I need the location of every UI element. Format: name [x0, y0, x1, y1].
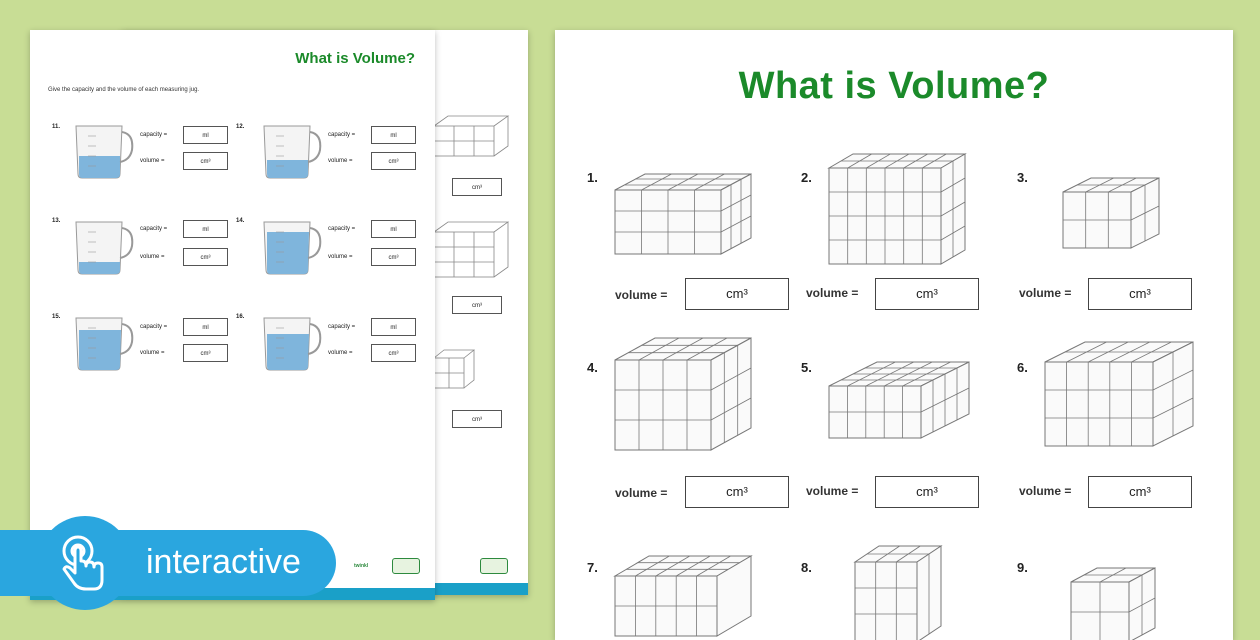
back-cubes-2 [434, 218, 514, 288]
measuring-jug-icon [68, 314, 138, 374]
unit-text: ml [202, 227, 209, 233]
unit-text: cm³ [200, 159, 211, 165]
volume-label: volume = [328, 350, 353, 356]
volume-label: volume = [328, 254, 353, 260]
question-number: 11. [52, 124, 61, 130]
cube-stack-4 [615, 336, 755, 456]
capacity-input[interactable] [371, 220, 416, 238]
cube-stack-6 [1045, 340, 1195, 450]
worksheet-jugs [30, 30, 435, 600]
cube-stack-9 [1071, 564, 1171, 640]
volume-label: volume = [140, 254, 165, 260]
volume-answer-box[interactable] [1088, 278, 1192, 310]
worksheet-title: What is Volume? [295, 50, 415, 67]
unit-text: ml [390, 227, 397, 233]
volume-label: volume = [1019, 286, 1072, 300]
instructions: Give the capacity and the volume of each measuring jug. [48, 87, 200, 93]
capacity-label: capacity = [140, 226, 168, 232]
cube-stack-3 [1063, 176, 1173, 256]
interactive-label: interactive [146, 543, 301, 581]
tap-hand-icon [56, 533, 116, 593]
unit-text: ml [390, 325, 397, 331]
question-number: 14. [236, 218, 245, 224]
capacity-input[interactable] [371, 318, 416, 336]
back-cubes-1 [434, 112, 514, 172]
footer-logo-icon [480, 558, 508, 574]
unit-text: cm³ [388, 255, 399, 261]
question-number: 3. [1017, 170, 1028, 185]
unit-text: cm³ [388, 351, 399, 357]
volume-input[interactable] [183, 152, 228, 170]
volume-label: volume = [806, 484, 859, 498]
volume-answer-box[interactable] [685, 476, 789, 508]
volume-label: volume = [615, 486, 668, 500]
question-number: 8. [801, 560, 812, 575]
volume-input[interactable] [183, 248, 228, 266]
volume-answer-box[interactable] [685, 278, 789, 310]
unit-text: cm³ [1129, 286, 1151, 301]
question-number: 13. [52, 218, 61, 224]
measuring-jug-icon [68, 122, 138, 182]
cube-stack-8 [855, 542, 955, 632]
volume-input[interactable] [371, 152, 416, 170]
measuring-jug-icon [256, 122, 326, 182]
cube-stack-7 [615, 552, 755, 632]
unit-text: ml [202, 133, 209, 139]
cube-stack-1 [615, 170, 755, 260]
capacity-label: capacity = [328, 324, 356, 330]
volume-answer-box[interactable] [1088, 476, 1192, 508]
capacity-label: capacity = [140, 132, 168, 138]
capacity-input[interactable] [183, 126, 228, 144]
back-volume-box-2[interactable] [452, 296, 502, 314]
unit-text: cm³ [472, 185, 482, 191]
unit-text: cm³ [472, 417, 482, 423]
question-number: 9. [1017, 560, 1028, 575]
volume-input[interactable] [371, 344, 416, 362]
worksheet-title: What is Volume? [738, 65, 1050, 107]
capacity-input[interactable] [183, 220, 228, 238]
volume-label: volume = [328, 158, 353, 164]
worksheet-cubes [555, 30, 1233, 640]
footer-logo-icon [392, 558, 420, 574]
question-number: 1. [587, 170, 598, 185]
back-cubes-3 [434, 348, 494, 398]
back-volume-box-1[interactable] [452, 178, 502, 196]
capacity-input[interactable] [371, 126, 416, 144]
unit-text: ml [202, 325, 209, 331]
question-number: 6. [1017, 360, 1028, 375]
unit-text: cm³ [388, 159, 399, 165]
capacity-label: capacity = [328, 226, 356, 232]
capacity-input[interactable] [183, 318, 228, 336]
question-number: 16. [236, 314, 245, 320]
volume-input[interactable] [183, 344, 228, 362]
volume-label: volume = [615, 288, 668, 302]
measuring-jug-icon [68, 218, 138, 278]
measuring-jug-icon [256, 314, 326, 374]
unit-text: cm³ [200, 255, 211, 261]
question-number: 2. [801, 170, 812, 185]
question-number: 15. [52, 314, 61, 320]
cube-stack-5 [829, 360, 979, 450]
question-number: 5. [801, 360, 812, 375]
unit-text: cm³ [916, 484, 938, 499]
capacity-label: capacity = [140, 324, 168, 330]
unit-text: cm³ [472, 303, 482, 309]
unit-text: cm³ [916, 286, 938, 301]
unit-text: cm³ [200, 351, 211, 357]
volume-answer-box[interactable] [875, 278, 979, 310]
volume-answer-box[interactable] [875, 476, 979, 508]
volume-label: volume = [140, 350, 165, 356]
question-number: 7. [587, 560, 598, 575]
question-number: 12. [236, 124, 245, 130]
unit-text: ml [390, 133, 397, 139]
unit-text: cm³ [726, 484, 748, 499]
volume-label: volume = [806, 286, 859, 300]
unit-text: cm³ [1129, 484, 1151, 499]
volume-label: volume = [1019, 484, 1072, 498]
volume-label: volume = [140, 158, 165, 164]
capacity-label: capacity = [328, 132, 356, 138]
measuring-jug-icon [256, 218, 326, 278]
footer-brand: twinkl [354, 563, 369, 569]
volume-input[interactable] [371, 248, 416, 266]
unit-text: cm³ [726, 286, 748, 301]
question-number: 4. [587, 360, 598, 375]
cube-stack-2 [829, 152, 969, 272]
back-volume-box-3[interactable] [452, 410, 502, 428]
